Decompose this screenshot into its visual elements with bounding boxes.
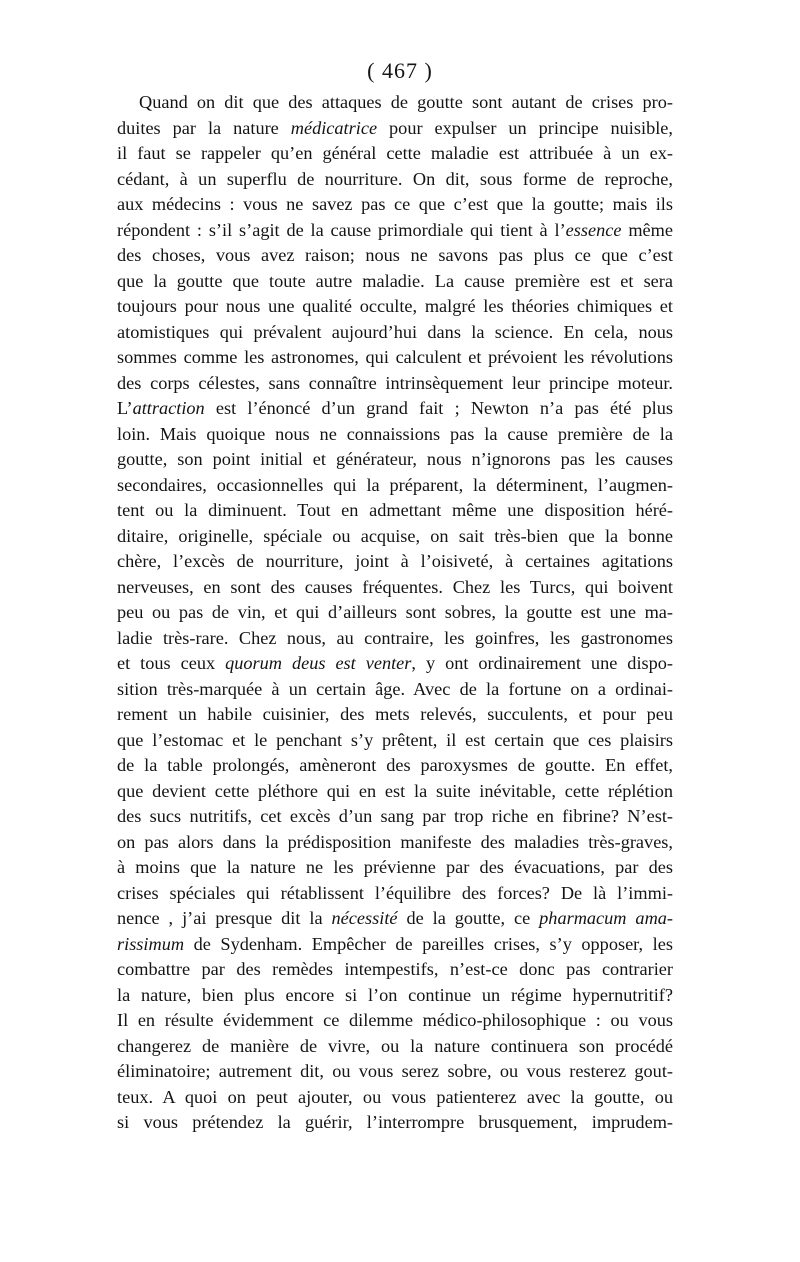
text-segment: nence , j’ai presque dit la xyxy=(117,908,332,928)
italic-text: attraction xyxy=(132,398,205,418)
italic-text: rissimum xyxy=(117,933,185,954)
text-line xyxy=(117,600,673,626)
text-segment: ditaire, originelle, spéciale ou acquise, on sait très-bien que la bonne xyxy=(117,525,673,546)
text-line xyxy=(117,1034,673,1060)
text-segment: si vous prétendez la guérir, l’interrompre brusquement, imprudem- xyxy=(117,1112,673,1132)
text-segment: nerveuses, en sont des causes fréquentes. Chez les Turcs, qui boivent xyxy=(117,576,673,597)
body-text xyxy=(117,90,673,1136)
text-segment: Il en résulte évidemment ce dilemme médico-philosophique : ou vous xyxy=(117,1010,673,1030)
text-line xyxy=(117,1110,673,1136)
text-line xyxy=(117,422,673,448)
text-line xyxy=(117,269,673,295)
text-segment: des choses, vous avez raison; nous ne savons pas plus ce que c’est xyxy=(117,245,673,265)
text-line xyxy=(117,524,673,550)
text-line xyxy=(117,498,673,524)
text-line xyxy=(117,906,673,932)
page-number: ( 467 ) xyxy=(367,58,433,83)
text-segment: goutte, son point initial et générateur, nous n’ignorons pas les causes xyxy=(117,449,673,469)
text-line xyxy=(117,881,673,907)
text-segment: répondent : s’il s’agit de la cause primordiale qui tient à l’ xyxy=(117,219,566,240)
text-segment: de Sydenham. Empêcher de pareilles crises, s’y opposer, les xyxy=(184,933,673,954)
text-segment: crises spéciales qui rétablissent l’équilibre des forces? De là l’immi- xyxy=(117,882,673,903)
text-line xyxy=(117,1085,673,1111)
text-segment: peu ou pas de vin, et qui d’ailleurs sont sobres, la goutte est une ma- xyxy=(117,602,673,622)
text-line xyxy=(117,1008,673,1034)
text-line xyxy=(117,243,673,269)
text-segment: changerez de manière de vivre, ou la nature continuera son procédé xyxy=(117,1035,673,1056)
text-segment: il faut se rappeler qu’en général cette maladie est attribuée à un ex- xyxy=(117,143,673,163)
text-line xyxy=(117,396,673,422)
text-line xyxy=(117,932,673,958)
text-segment: des sucs nutritifs, cet excès d’un sang par trop riche en fibrine? N’est- xyxy=(117,806,673,826)
italic-text: quorum deus est venter xyxy=(225,653,412,673)
text-line xyxy=(117,116,673,142)
text-line xyxy=(117,320,673,346)
text-segment: toujours pour nous une qualité occulte, malgré les théories chimiques et xyxy=(117,296,673,316)
text-line xyxy=(117,651,673,677)
text-segment: duites par la nature xyxy=(117,117,291,138)
text-line xyxy=(117,549,673,575)
text-segment: sition très-marquée à un certain âge. Avec de la fortune on a ordinai- xyxy=(117,678,673,699)
text-segment: atomistiques qui prévalent aujourd’hui dans la science. En cela, nous xyxy=(117,321,673,342)
text-segment: que devient cette pléthore qui en est la suite inévitable, cette réplétion xyxy=(117,780,673,801)
text-segment: L’ xyxy=(117,398,133,418)
text-line xyxy=(117,141,673,167)
text-segment: des corps célestes, sans connaître intrinsèquement leur principe moteur. xyxy=(117,372,673,393)
text-segment: de la table prolongés, amèneront des paroxysmes de goutte. En effet, xyxy=(117,755,673,775)
text-segment: sommes comme les astronomes, qui calculent et prévoient les révolutions xyxy=(117,347,673,367)
italic-text: essence xyxy=(565,219,622,240)
text-segment: teux. A quoi on peut ajouter, ou vous patienterez avec la goutte, ou xyxy=(117,1086,673,1107)
text-segment: tent ou la diminuent. Tout en admettant même une disposition héré- xyxy=(117,500,673,520)
text-line xyxy=(117,626,673,652)
text-segment: est l’énoncé d’un grand fait ; Newton n’a pas été plus xyxy=(204,398,673,418)
italic-text: médicatrice xyxy=(290,117,378,138)
text-segment: Quand on dit que des attaques de goutte sont autant de crises pro- xyxy=(139,92,673,112)
text-segment: ladie très-rare. Chez nous, au contraire, les goinfres, les gastronomes xyxy=(117,627,673,648)
text-segment: rement un habile cuisinier, des mets relevés, succulents, et pour peu xyxy=(117,704,673,724)
text-segment: que la goutte que toute autre maladie. La cause première est et sera xyxy=(117,270,673,291)
text-line xyxy=(117,371,673,397)
text-segment: cédant, à un superflu de nourriture. On dit, sous forme de reproche, xyxy=(117,168,673,189)
text-line xyxy=(117,804,673,830)
italic-text: pharmacum ama- xyxy=(539,908,674,928)
text-segment: même xyxy=(621,219,673,240)
text-segment: , y ont ordinairement une dispo- xyxy=(411,653,674,673)
text-line xyxy=(117,294,673,320)
text-segment: de la goutte, ce xyxy=(397,908,540,928)
text-line xyxy=(117,728,673,754)
text-line xyxy=(117,575,673,601)
text-segment: à moins que la nature ne les prévienne par des évacuations, par des xyxy=(117,857,673,877)
text-line xyxy=(117,473,673,499)
text-line xyxy=(117,753,673,779)
italic-text: nécessité xyxy=(331,908,398,928)
text-segment: chère, l’excès de nourriture, joint à l’oisiveté, à certaines agitations xyxy=(117,551,673,571)
text-line xyxy=(117,218,673,244)
text-segment: que l’estomac et le penchant s’y prêtent, il est certain que ces plaisirs xyxy=(117,729,673,750)
text-line xyxy=(117,983,673,1009)
text-line xyxy=(117,702,673,728)
text-segment: la nature, bien plus encore si l’on continue un régime hypernutritif? xyxy=(117,984,673,1005)
text-line xyxy=(117,855,673,881)
text-segment: éliminatoire; autrement dit, ou vous serez sobre, ou vous resterez gout- xyxy=(117,1061,673,1081)
text-line xyxy=(117,167,673,193)
text-line xyxy=(117,447,673,473)
text-segment: loin. Mais quoique nous ne connaissions pas la cause première de la xyxy=(117,423,673,444)
text-segment: et tous ceux xyxy=(117,653,226,673)
text-segment: pour expulser un principe nuisible, xyxy=(377,117,673,138)
text-line xyxy=(117,677,673,703)
text-line xyxy=(117,1059,673,1085)
text-line xyxy=(117,90,673,116)
text-segment: aux médecins : vous ne savez pas ce que c’est que la goutte; mais ils xyxy=(117,194,673,214)
text-line xyxy=(117,830,673,856)
text-line xyxy=(117,957,673,983)
text-line xyxy=(117,345,673,371)
text-line xyxy=(117,192,673,218)
text-segment: secondaires, occasionnelles qui la préparent, la déterminent, l’augmen- xyxy=(117,474,673,495)
text-segment: combattre par des remèdes intempestifs, n’est-ce donc pas contrarier xyxy=(117,959,673,979)
text-line xyxy=(117,779,673,805)
text-segment: on pas alors dans la prédisposition manifeste des maladies très-graves, xyxy=(117,831,673,852)
